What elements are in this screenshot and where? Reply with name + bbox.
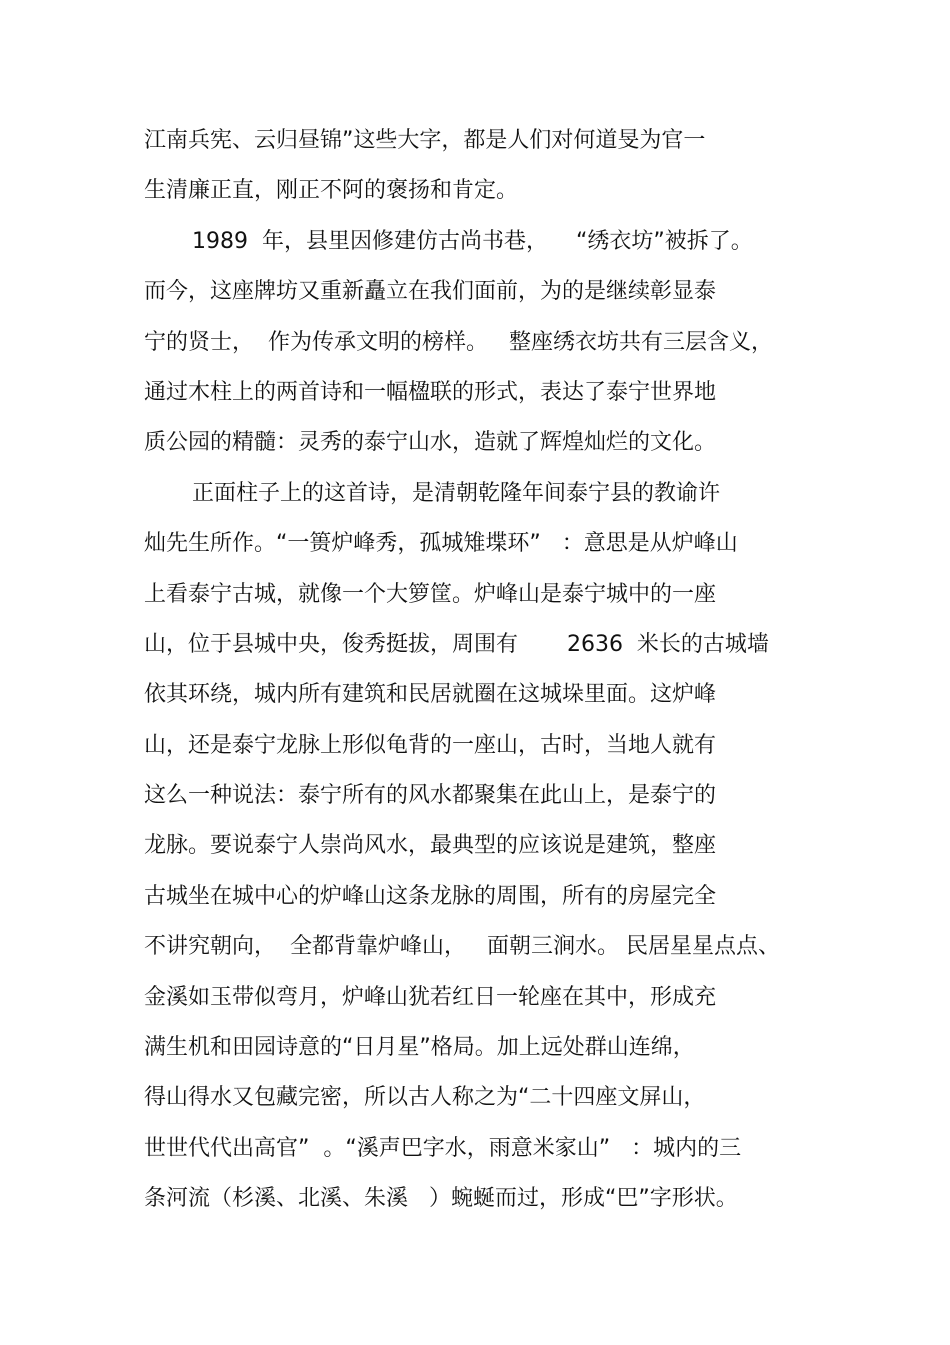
text-line: 金溪如玉带似弯月，炉峰山犹若红日一轮座在其中，形成充	[144, 984, 717, 1010]
text-line: 得山得水又包藏完密，所以古人称之为“二十四座文屏山，	[144, 1085, 706, 1111]
text-line: 1989 年，县里因修建仿古尚书巷， “绣衣坊”被拆了。	[192, 228, 753, 254]
text-line: 正面柱子上的这首诗，是清朝乾隆年间泰宁县的教谕许	[192, 480, 721, 506]
text-line: 质公园的精髓：灵秀的泰宁山水，造就了辉煌灿烂的文化。	[144, 430, 717, 456]
text-line: 龙脉。要说泰宁人崇尚风水，最典型的应该说是建筑，整座	[144, 833, 717, 859]
text-line: 通过木柱上的两首诗和一幅楹联的形式，表达了泰宁世界地	[144, 379, 717, 405]
text-line: 山，还是泰宁龙脉上形似龟背的一座山，古时，当地人就有	[144, 732, 717, 758]
text-line: 生清廉正直，刚正不阿的褒扬和肯定。	[144, 178, 519, 204]
body-text	[144, 122, 804, 1231]
text-line: 灿先生所作。“一篑炉峰秀，孤城雉堞环” ：意思是从炉峰山	[144, 531, 738, 557]
text-line: 山，位于县城中央，俊秀挺拔，周围有 2636 米长的古城墙	[144, 631, 769, 657]
text-line: 世世代代出高官” 。“溪声巴字水，雨意米家山” ：城内的三	[144, 1135, 742, 1161]
text-line: 满生机和田园诗意的“日月星”格局。加上远处群山连绵，	[144, 1035, 695, 1061]
text-line: 这么一种说法：泰宁所有的风水都聚集在此山上，是泰宁的	[144, 783, 717, 809]
text-line: 依其环绕，城内所有建筑和民居就圈在这城垛里面。这炉峰	[144, 682, 717, 708]
text-line: 江南兵宪、云归昼锦”这些大字，都是人们对何道旻为官一	[144, 128, 706, 153]
text-line: 而今，这座牌坊又重新矗立在我们面前，为的是继续彰显泰	[144, 279, 717, 305]
text-line: 不讲究朝向， 全都背靠炉峰山， 面朝三涧水。 民居星星点点、	[144, 934, 780, 960]
text-line: 古城坐在城中心的炉峰山这条龙脉的周围，所有的房屋完全	[144, 883, 717, 909]
text-line: 条河流（杉溪、北溪、朱溪 ）蜿蜒而过，形成“巴”字形状。	[144, 1186, 738, 1212]
text-line: 宁的贤士， 作为传承文明的榜样。 整座绣衣坊共有三层含义，	[144, 329, 773, 355]
text-line: 上看泰宁古城，就像一个大箩筐。炉峰山是泰宁城中的一座	[144, 581, 717, 607]
